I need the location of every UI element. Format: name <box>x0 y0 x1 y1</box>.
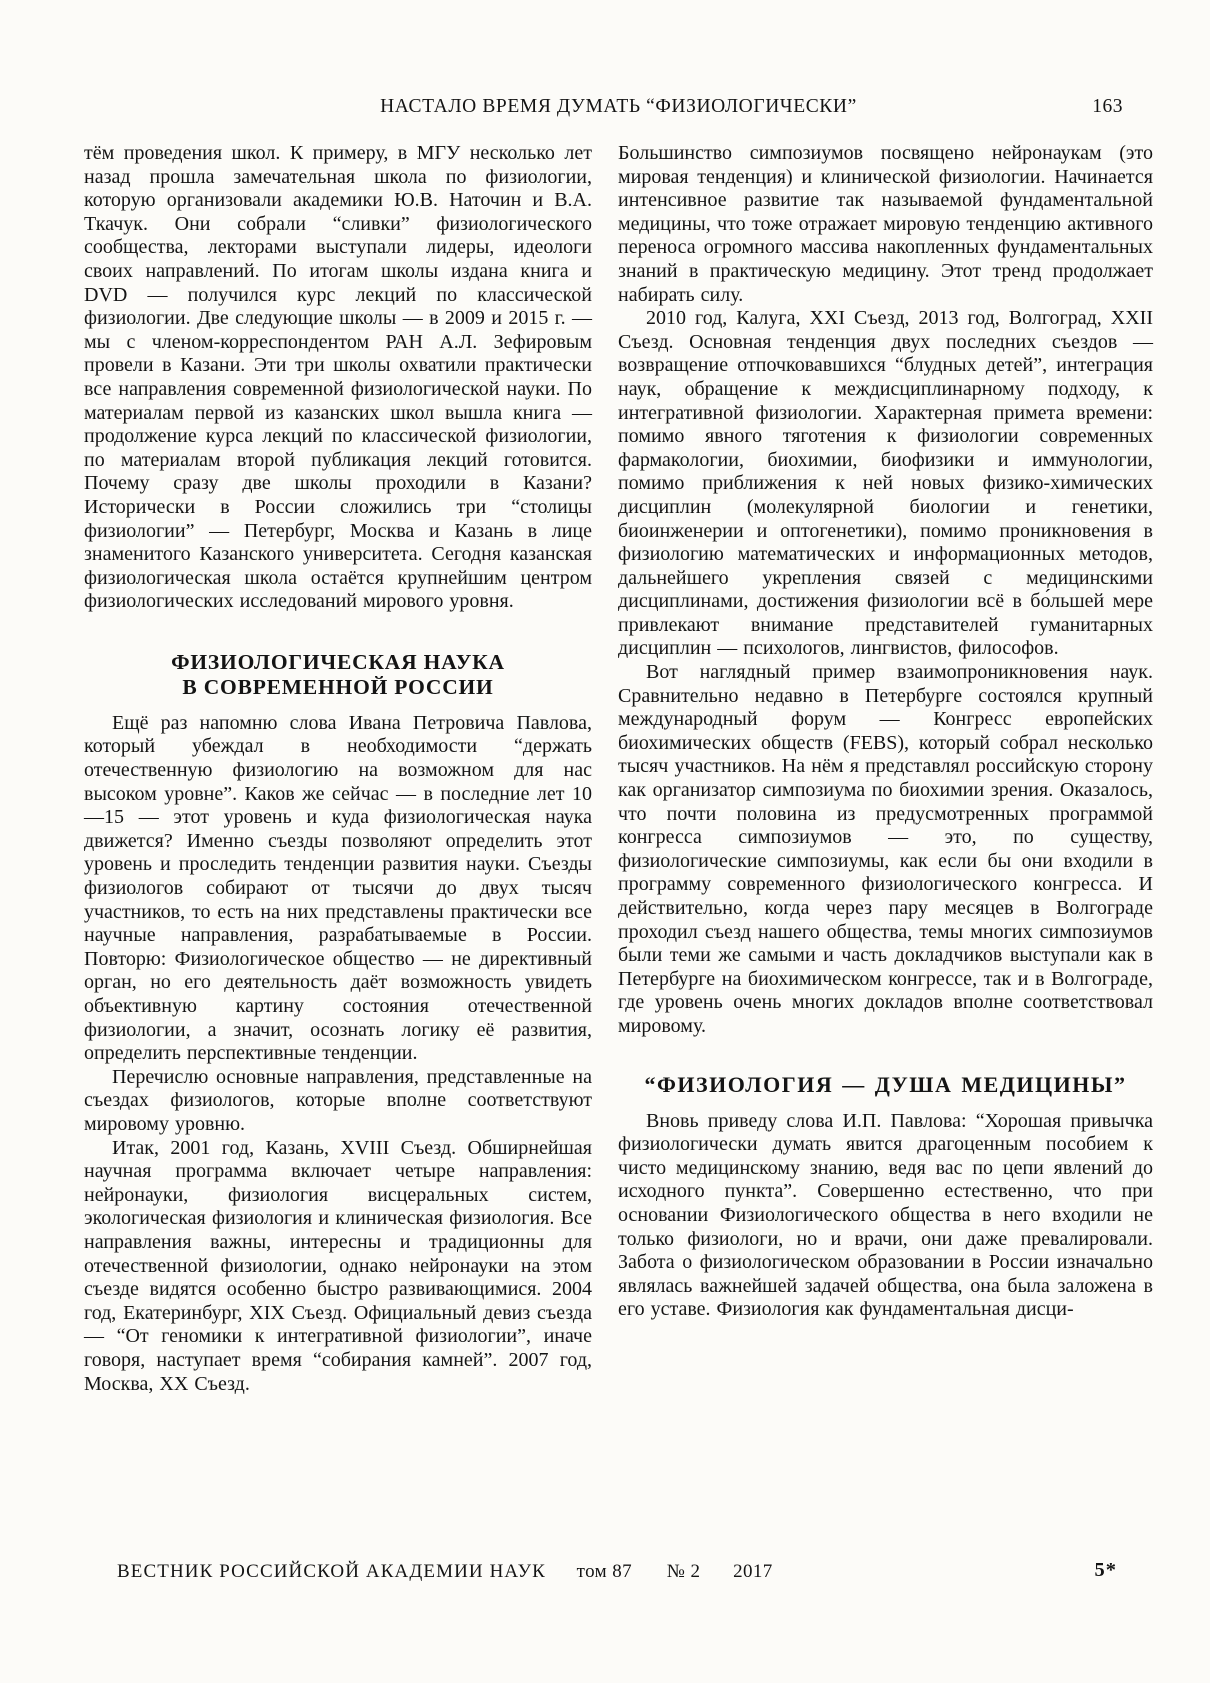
paragraph: Вновь приведу слова И.П. Павлова: “Хорошая привычка физиологически думать явится драгоценным пособием к чисто медицинскому знанию, ведя вас по цепи явлений до исходного пункта”. Совершенно естественно, что при основании Физиологического общества в него входили не только физиологи, но и врачи, они даже превалировали. Забота о физиологическом образовании в России изначально являлась важнейшей задачей общества, она была заложена в его уставе. Физиология как фундаментальная дисци- <box>618 1109 1153 1321</box>
paragraph-continuation: тём проведения школ. К примеру, в МГУ несколько лет назад прошла замечательная школа по физиологии, которую организовали академики Ю.В. Наточин и В.А. Ткачук. Они собрали “сливки” физиологического сообщества, лекторами выступали лидеры, идеологи своих направлений. По итогам школы издана книга и DVD — получился курс лекций по классической физиологии. Две следующие школы — в 2009 и 2015 г. — мы с членом-корреспондентом РАН А.Л. Зефировым провели в Казани. Эти три школы охватили практически все направления современной физиологической науки. По материалам первой из казанских школ вышла книга — продолжение курса лекций по классической физиологии, по материалам второй публикация лекций готовится. Почему сразу две школы проходили в Казани? Исторически в России сложились три “столицы физиологии” — Петербург, Москва и Казань в лице знаменитого Казанского университета. Сегодня казанская физиологическая школа остаётся крупнейшим центром физиологических исследований мирового уровня. <box>84 142 592 613</box>
paragraph: Вот наглядный пример взаимопроникновения наук. Сравнительно недавно в Петербурге состоялся крупный международный форум — Конгресс европейских биохимических обществ (FEBS), который собрал несколько тысяч участников. На нём я представлял российскую сторону как организатор симпозиума по биохимии зрения. Оказалось, что почти половина из предусмотренных программой конгресса симпозиумов — это, по существу, физиологические симпозиумы, как если бы они входили в программу современного физиологического конгресса. И действительно, когда через пару месяцев в Волгограде проходил съезд нашего общества, темы многих симпозиумов были теми же самыми и часть докладчиков выступали как в Петербурге на биохимическом конгрессе, так и в Волгограде, где уровень очень многих докладов вполне соответствовал мировому. <box>618 661 1153 1037</box>
journal-issue: № 2 <box>666 1561 701 1582</box>
journal-title: ВЕСТНИК РОССИЙСКОЙ АКАДЕМИИ НАУК <box>117 1561 546 1582</box>
page-number: 163 <box>1092 96 1123 117</box>
journal-volume: том 87 <box>576 1561 633 1582</box>
journal-year: 2017 <box>733 1561 773 1582</box>
paragraph: Ещё раз напомню слова Ивана Петровича Павлова, который убеждал в необходимости “держать отечественную физиологию на возможном для нас высоком уровне”. Каков же сейчас — в последние лет 10—15 — этот уровень и куда физиологическая наука движется? Именно съезды позволяют определить этот уровень и проследить тенденции развития науки. Съезды физиологов собирают от тысячи до двух тысяч участников, то есть на них представлены практически все научные направления, разрабатываемые в России. Повторю: Физиологическое общество — не директивный орган, но его деятельность даёт возможность увидеть объективную картину состояния отечественной физиологии, а значит, осознать логику её развития, определить перспективные тенденции. <box>84 711 592 1065</box>
section-heading-physiology-soul-of-medicine: “ФИЗИОЛОГИЯ — ДУША МЕДИЦИНЫ” <box>644 1071 1127 1097</box>
running-header <box>84 96 1153 118</box>
section-heading-physiology-in-russia <box>84 650 592 700</box>
paragraph: Перечислю основные направления, представленные на съездах физиологов, которые вполне соответствуют мировому уровню. <box>84 1065 592 1135</box>
paragraph: Итак, 2001 год, Казань, XVIII Съезд. Обширнейшая научная программа включает четыре направления: нейронауки, физиология висцеральных систем, экологическая физиология и клиническая физиология. Все направления важны, интересны и традиционны для отечественной физиологии, однако нейронауки на этом съезде видятся особенно быстро развивающимися. 2004 год, Екатеринбург, XIX Съезд. Официальный девиз съезда — “От геномики к интегративной физиологии”, иначе говоря, наступает время “собирания камней”. 2007 год, Москва, XX Съезд. <box>84 1136 592 1395</box>
running-title: НАСТАЛО ВРЕМЯ ДУМАТЬ “ФИЗИОЛОГИЧЕСКИ” <box>380 96 857 117</box>
right-column <box>618 142 1153 1396</box>
print-signature: 5* <box>1094 1559 1117 1581</box>
page-footer <box>84 1561 1153 1583</box>
paragraph-continuation: Большинство симпозиумов посвящено нейронаукам (это мировая тенденция) и клинической физиологии. Начинается интенсивное развитие так называемой фундаментальной медицины, что тоже отражает мировую тенденцию активного переноса огромного массива накопленных фундаментальных знаний в практическую медицину. Этот тренд продолжает набирать силу. <box>618 142 1153 306</box>
section-heading-line1: ФИЗИОЛОГИЧЕСКАЯ НАУКА <box>171 649 505 674</box>
text-columns <box>84 142 1153 1396</box>
left-column <box>84 142 592 1396</box>
section-heading-line2: В СОВРЕМЕННОЙ РОССИИ <box>182 674 494 699</box>
paragraph: 2010 год, Калуга, XXI Съезд, 2013 год, Волгоград, XXII Съезд. Основная тенденция двух последних съездов — возвращение отпочковавшихся “блудных детей”, интеграция наук, обращение к междисциплинарному подходу, к интегративной физиологии. Характерная примета времени: помимо явного тяготения к физиологии современных фармакологии, биохимии, биофизики и иммунологии, помимо приближения к ней новых физико-химических дисциплин (молекулярной биологии и генетики, биоинженерии и оптогенетики), помимо проникновения в физиологию математических и информационных методов, дальнейшего укрепления связей с медицинскими дисциплинами, достижения физиологии всё в бо́льшей мере привлекают внимание представителей гуманитарных дисциплин — психологов, лингвистов, философов. <box>618 307 1153 660</box>
